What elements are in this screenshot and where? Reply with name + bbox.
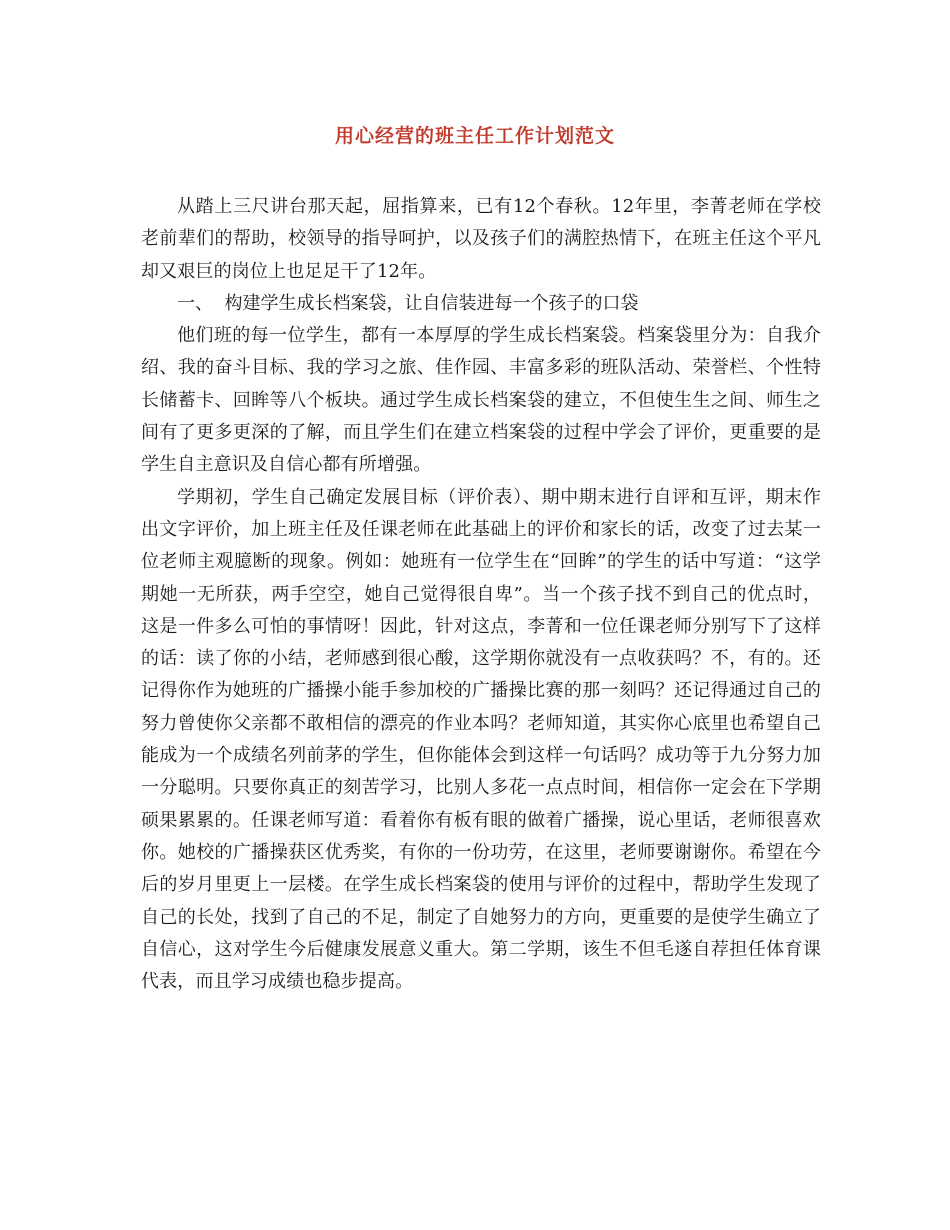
document-title: 用心经营的班主任工作计划范文 xyxy=(334,125,615,147)
paragraph-semester-evaluation: 学期初，学生自己确定发展目标（评价表）、期中期末进行自评和互评，期末作出文字评价，加上班主任及任课老师在此基础上的评价和家长的话，改变了过去某一位老师主观臆断的现象。例如：她班有一位学生在“回眸”的学生的话中写道：“这学期她一无所获，两手空空，她自己觉得很自卑”。当一个孩子找不到自己的优点时，这是一件多么可怕的事情呀！因此，针对这点，李菁和一位任课老师分别写下了这样的话：读了你的小结，老师感到很心酸，这学期你就没有一点收获吗？不，有的。还记得你作为她班的广播操小能手参加校的广播操比赛的那一刻吗？还记得通过自己的努力曾使你父亲都不敢相信的漂亮的作业本吗？老师知道，其实你心底里也希望自己能成为一个成绩名列前茅的学生，但你能体会到这样一句话吗？成功等于九分努力加一分聪明。只要你真正的刻苦学习，比别人多花一点点时间，相信你一定会在下学期硕果累累的。任课老师写道：看着你有板有眼的做着广播操，说心里话，老师很喜欢你。她校的广播操获区优秀奖，有你的一份功劳，在这里，老师要谢谢你。希望在今后的岁月里更上一层楼。在学生成长档案袋的使用与评价的过程中，帮助学生发现了自己的长处，找到了自己的不足，制定了自她努力的方向，更重要的是使学生确立了自信心，这对学生今后健康发展意义重大。第二学期，该生不但毛遂自荐担任体育课代表，而且学习成绩也稳步提高。 xyxy=(141,486,821,993)
paragraph-archive-bag: 他们班的每一位学生，都有一本厚厚的学生成长档案袋。档案袋里分为：自我介绍、我的奋斗目标、我的学习之旅、佳作园、丰富多彩的班队活动、荣誉栏、个性特长储蓄卡、回眸等八个板块。通过学生成长档案袋的建立，不但使生生之间、师生之间有了更多更深的了解，而且学生们在建立档案袋的过程中学会了评价，更重要的是学生自主意识及自信心都有所增强。 xyxy=(141,325,821,476)
document-body xyxy=(141,191,821,998)
section-heading-1: 一、 构建学生成长档案袋，让自信装进每一个孩子的口袋 xyxy=(177,292,639,314)
paragraph-intro: 从踏上三尺讲台那天起，屈指算来，已有12个春秋。12年里，李菁老师在学校老前辈们的帮助，校领导的指导呵护，以及孩子们的满腔热情下，在班主任这个平凡却又艰巨的岗位上也足足干了12年。 xyxy=(141,196,821,282)
